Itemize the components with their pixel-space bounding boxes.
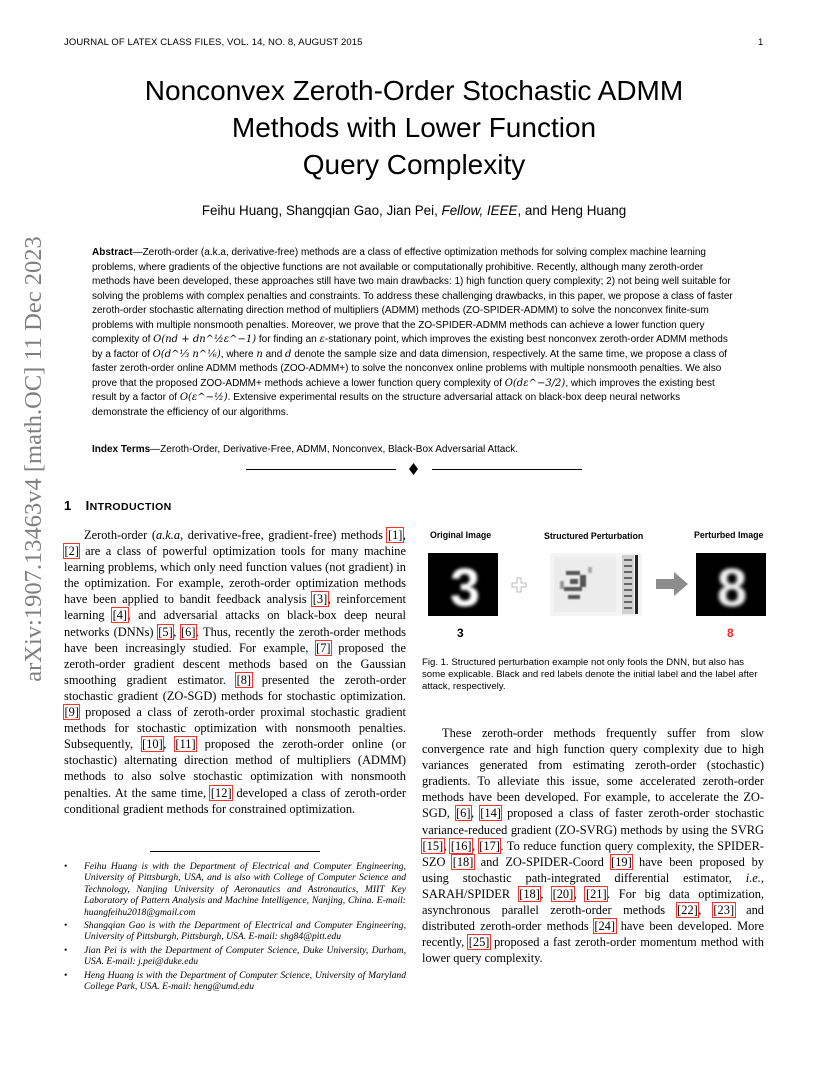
math-factor-1: O(d^⅓ n^⅙): [152, 348, 221, 360]
text: and ZO-SPIDER-Coord: [473, 854, 611, 869]
intro-right-column: [422, 725, 764, 966]
citation-link[interactable]: [10]: [142, 737, 163, 752]
math-d: d: [285, 348, 292, 360]
text: and distributed zeroth-order methods: [422, 903, 764, 934]
footnote-item: • Shangqian Gao is with the Department of Electrical and Computer Engineering, University of Pittsburgh, Pittsburgh, USA. E-mail: shg84@pitt.edu: [64, 920, 406, 943]
text: presented the zeroth-order stochastic gradient (ZO-SGD) methods for stochastic optimization.: [64, 672, 406, 703]
citation-link[interactable]: [1]: [387, 528, 403, 542]
footnote-item: • Feihu Huang is with the Department of Electrical and Computer Engineering, University of Pittsburgh, USA, and is also with College of Computer Science and Technology, Nanjing University of Aeronautics and Astronautics, MIIT Key Laboratory of Pattern Analysis and Machine Intelligence, Nanjing, China. E-mail: huangfeihu2018@gmail.com: [64, 861, 406, 918]
perturbed-image: [696, 553, 766, 616]
abstract: [92, 246, 738, 420]
affiliation-footnotes: [64, 861, 406, 994]
abstract-text: —Zeroth-order (a.k.a, derivative-free) methods are a class of effective optimization methods for solving complex machine learning problems, where gradients of the objective functions are not available or computationally prohibitive. Recently, although many zeroth-order methods have been developed, these approaches still have two main drawbacks: 1) high function query complexity; 2) not being well suitable for solving the problems with complex penalties and constraints. To address these challenging drawbacks, in this paper, we propose a class of faster zeroth-order stochastic alternating direction method of multipliers (ADMM) methods (ZO-SPIDER-ADMM) to solve the nonconvex finite-sum problems with multiple nonsmooth penalties. Moreover, we prove that the ZO-SPIDER-ADMM methods can achieve a lower function query complexity of: [92, 247, 733, 345]
section-number: 1: [64, 498, 72, 513]
arxiv-stamp: [8, 236, 60, 682]
initial-label: 3: [457, 626, 464, 640]
text: proposed a class of faster zeroth-order stochastic variance-reduced gradient (ZO-SVRG) methods by using the SVRG: [422, 806, 764, 837]
index-terms: [92, 444, 738, 455]
text: ,: [540, 886, 553, 901]
text: , derivative-free, gradient-free) methods: [180, 528, 388, 542]
citation-link[interactable]: [18]: [452, 854, 474, 869]
text: ,: [573, 886, 586, 901]
text: proposed the zeroth-order gradient descent methods based on the Gaussian smoothing gradient estimator.: [64, 640, 406, 687]
citation-link[interactable]: [12]: [210, 785, 232, 800]
citation-link[interactable]: [8]: [236, 672, 252, 687]
after-attack-label: 8: [727, 626, 734, 640]
text: These zeroth-order methods frequently suffer from slow convergence rate and high function query complexity due to high variances generated from estimating zeroth-order (stochastic) gradients. To alleviate this issue, some accelerated zeroth-order methods have been developed. For example, to accelerate the ZO-SGD,: [422, 726, 764, 821]
abstract-text: denote the sample size and data dimension, respectively. At the same time, we propose a class of faster zeroth-order online ADMM methods (ZOO-ADMM+) to solve the nonconvex online problems with multiple nonsmooth penalties. We also prove that the proposed ZOO-ADMM+ methods achieve a lower function query complexity of: [92, 348, 728, 389]
citation-link[interactable]: [18]: [519, 886, 540, 901]
text: are a class of powerful optimization tools for many machine learning problems, which only need function values (not gradient) in the optimization. For example, zeroth-order optimization methods have been applied to bandit feedback analysis: [64, 544, 406, 607]
citation-link[interactable]: [22]: [677, 903, 698, 918]
label-original-image: Original Image: [430, 530, 492, 540]
citation-link[interactable]: [4]: [112, 608, 128, 623]
figure-caption: Fig. 1. Structured perturbation example not only fools the DNN, but also has some explicable. Black and red labels denote the initial label and the label after attack, respectively.: [422, 657, 758, 692]
text: proposed the zeroth-order online (or stochastic) alternating direction method of multipliers (ADMM) methods to also solve stochastic optimization with nonsmooth penalties. At the same time,: [64, 737, 406, 800]
text: Zeroth-order (: [84, 528, 156, 542]
citation-link[interactable]: [5]: [158, 624, 173, 639]
section-title-initial: I: [85, 498, 90, 513]
title-line-2: Methods with Lower Function: [231, 112, 597, 143]
separator-diamond-icon: [409, 463, 418, 475]
perturbed-digit: 8: [716, 558, 748, 616]
footnote-item: • Jian Pei is with the Department of Computer Science, Duke University, Durham, USA. E-mail: j.pei@duke.edu: [64, 945, 406, 968]
title-line-3: Query Complexity: [302, 149, 526, 180]
abstract-text: -stationary point, which improves the existing best nonconvex zeroth-order ADMM methods by a factor of: [92, 334, 728, 360]
abstract-label: Abstract: [92, 247, 133, 258]
footnote-rule: [150, 851, 320, 852]
author-last: , and Heng Huang: [517, 203, 627, 218]
text: , and adversarial attacks on black-box deep neural networks (DNNs): [64, 608, 406, 639]
abstract-text: , where: [220, 348, 257, 360]
text: proposed a fast zeroth-order momentum method with lower query complexity.: [422, 935, 764, 966]
text: ,: [472, 838, 479, 853]
arxiv-stamp-text: arXiv:1907.13463v4 [math.OC] 11 Dec 2023: [20, 236, 47, 682]
arrow-right-icon: [656, 572, 688, 596]
text: developed a class of zeroth-order conditional gradient methods for constrained optimization.: [64, 785, 406, 816]
math-complexity-2: O(dε^−3/2): [504, 377, 566, 389]
label-perturbed-image: Perturbed Image: [694, 530, 764, 540]
intro-left-column: [64, 527, 406, 817]
citation-link[interactable]: [19]: [611, 854, 632, 869]
structured-perturbation-image: [550, 553, 642, 616]
index-terms-text: —Zeroth-Order, Derivative-Free, ADMM, Nonconvex, Black-Box Adversarial Attack.: [150, 444, 519, 455]
figure-1: [422, 528, 772, 648]
abstract-text: , which improves the existing best result by a factor of: [92, 377, 715, 403]
section-title-rest: NTRODUCTION: [89, 501, 172, 513]
citation-link[interactable]: [21]: [585, 886, 607, 901]
text: . To reduce function query complexity, the SPIDER-SZO: [422, 838, 764, 869]
citation-link[interactable]: [14]: [480, 806, 501, 821]
citation-link[interactable]: [17]: [479, 838, 500, 853]
citation-link[interactable]: [15]: [422, 838, 444, 853]
math-complexity-1: O(nd + dn^½ε^−1): [153, 334, 257, 345]
paper-title: [64, 72, 764, 183]
text: , SARAH/SPIDER: [422, 870, 764, 901]
abstract-text: . Extensive experimental results on the structure adversarial attack on black-box deep neural networks demonstrate the efficiency of our algorithms.: [92, 392, 681, 418]
text: have been proposed by using stochastic path-integrated differential estimator,: [422, 854, 764, 885]
math-factor-2: O(ε^−½): [179, 392, 228, 403]
intro-paragraph: [422, 725, 764, 966]
text-italic: a.k.a: [155, 528, 181, 542]
citation-link[interactable]: [3]: [312, 592, 328, 607]
text: ,: [443, 838, 451, 853]
citation-link[interactable]: [25]: [468, 935, 490, 950]
citation-link[interactable]: [7]: [316, 640, 331, 655]
original-image: [428, 553, 498, 616]
text-italic: i.e.: [745, 870, 761, 885]
text: ,: [173, 624, 181, 639]
abstract-text: for finding an: [256, 334, 320, 345]
citation-link[interactable]: [9]: [64, 705, 79, 720]
citation-link[interactable]: [23]: [713, 903, 735, 918]
citation-link[interactable]: [16]: [450, 838, 472, 853]
citation-link[interactable]: [6]: [456, 806, 471, 821]
citation-link[interactable]: [11]: [175, 737, 196, 752]
text: , reinforcement learning: [64, 592, 407, 623]
title-line-1: Nonconvex Zeroth-Order Stochastic ADMM: [144, 75, 684, 106]
text: . Thus, recently the zeroth-order methods have been increasingly studied. For example,: [64, 624, 406, 655]
author-list: [64, 203, 764, 218]
page-number: 1: [758, 37, 764, 48]
citation-link[interactable]: [20]: [552, 886, 574, 901]
citation-link[interactable]: [2]: [64, 544, 79, 559]
separator-left: [246, 469, 396, 470]
original-digit: 3: [449, 558, 481, 616]
author-fellow: Fellow, IEEE: [441, 203, 518, 218]
text: ,: [163, 737, 175, 752]
text: ,: [698, 903, 713, 918]
intro-paragraph: [64, 527, 406, 817]
running-header: JOURNAL OF LATEX CLASS FILES, VOL. 14, NO. 8, AUGUST 2015: [64, 37, 363, 48]
text: ,: [471, 806, 480, 821]
citation-link[interactable]: [6]: [181, 624, 196, 639]
text: . For big data optimization, asynchronous parallel zeroth-order methods: [422, 886, 764, 918]
section-heading: [64, 498, 172, 513]
math-epsilon: ε: [319, 334, 325, 345]
footnote-item: • Heng Huang is with the Department of Computer Science, University of Maryland College Park, USA. E-mail: heng@umd.edu: [64, 970, 406, 993]
math-n: n: [256, 348, 263, 360]
plus-icon: [511, 577, 527, 593]
label-structured-perturbation: Structured Perturbation: [544, 531, 644, 541]
separator-right: [432, 469, 582, 470]
index-terms-label: Index Terms: [92, 444, 151, 455]
citation-link[interactable]: [24]: [594, 919, 616, 934]
author-names: Feihu Huang, Shangqian Gao, Jian Pei,: [201, 203, 438, 218]
text: ,: [402, 528, 406, 542]
text: proposed a class of zeroth-order proximal stochastic gradient methods for stochastic optimization with nonsmooth penalties. Subsequently,: [64, 705, 406, 752]
text: have been developed. More recently,: [422, 919, 764, 950]
abstract-text: and: [262, 348, 286, 360]
